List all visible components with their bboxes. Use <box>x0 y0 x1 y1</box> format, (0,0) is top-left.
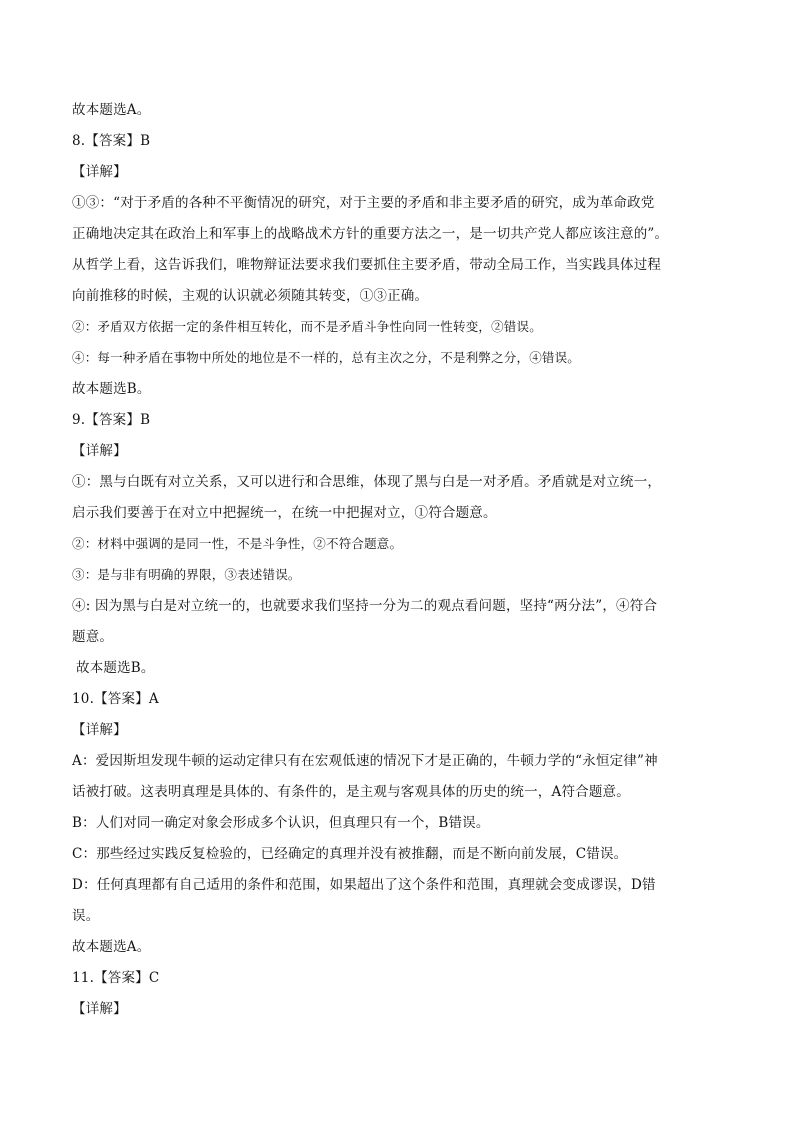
conclusion-q8: 故本题选B。 <box>72 381 151 397</box>
explanation-line: ②：材料中强调的是同一性，不是斗争性，②不符合题意。 <box>72 536 403 551</box>
answer-heading-q11: 11.【答案】C <box>72 970 160 986</box>
explanation-line: 向前推移的时候，主观的认识就必须随其转变，①③正确。 <box>72 288 429 304</box>
conclusion-q10: 故本题选A。 <box>72 939 151 955</box>
explanation-line: 从哲学上看，这告诉我们，唯物辩证法要求我们要抓住主要矛盾，带动全局工作，当实践具体过程 <box>72 257 662 273</box>
explanation-line: 题意。 <box>72 629 114 645</box>
conclusion-q9: 故本题选B。 <box>76 660 155 676</box>
explanation-line: ④：每一种矛盾在事物中所处的地位是不一样的，总有主次之分，不是利弊之分，④错误。 <box>72 350 581 365</box>
explanation-line: 话被打破。这表明真理是具体的、有条件的，是主观与客观具体的历史的统一，A符合题意。 <box>72 784 630 800</box>
explanation-line: ①③：“对于矛盾的各种不平衡情况的研究，对于主要的矛盾和非主要矛盾的研究，成为革命政党 <box>72 195 655 211</box>
explanation-line: 启示我们要善于在对立中把握统一，在统一中把握对立，①符合题意。 <box>72 505 497 521</box>
detail-heading-q10: 【详解】 <box>72 722 127 738</box>
explanation-line: ②：矛盾双方依据一定的条件相互转化，而不是矛盾斗争性向同一性转变，②错误。 <box>72 319 542 334</box>
explanation-line: C：那些经过实践反复检验的，已经确定的真理并没有被推翻，而是不断向前发展，C错误。 <box>72 846 628 862</box>
explanation-line: D：任何真理都有自己适用的条件和范围，如果超出了这个条件和范围，真理就会变成谬误，D错 <box>72 877 656 893</box>
detail-heading-q11: 【详解】 <box>72 1001 127 1017</box>
explanation-line: 误。 <box>72 908 100 924</box>
explanation-line: B：人们对同一确定对象会形成多个认识，但真理只有一个，B错误。 <box>72 815 490 831</box>
answer-heading-q9: 9.【答案】B <box>72 412 151 428</box>
detail-heading-q9: 【详解】 <box>72 443 127 459</box>
detail-heading-q8: 【详解】 <box>72 164 127 180</box>
explanation-line: ③：是与非有明确的界限，③表述错误。 <box>72 567 301 582</box>
explanation-line: ①：黑与白既有对立关系，又可以进行和合思维，体现了黑与白是一对矛盾。矛盾就是对立统一， <box>72 474 662 490</box>
explanation-line: A：爱因斯坦发现牛顿的运动定律只有在宏观低速的情况下才是正确的，牛顿力学的“永恒定律”神 <box>72 753 658 769</box>
answer-heading-q10: 10.【答案】A <box>72 691 159 707</box>
conclusion-q7: 故本题选A。 <box>72 102 151 118</box>
explanation-line: ④: 因为黑与白是对立统一的，也就要求我们坚持一分为二的观点看问题，坚持“两分法”，④符合 <box>72 598 658 614</box>
explanation-line: 正确地决定其在政治上和军事上的战略战术方针的重要方法之一，是一切共产党人都应该注意的”。 <box>72 226 669 242</box>
answer-heading-q8: 8.【答案】B <box>72 133 151 149</box>
